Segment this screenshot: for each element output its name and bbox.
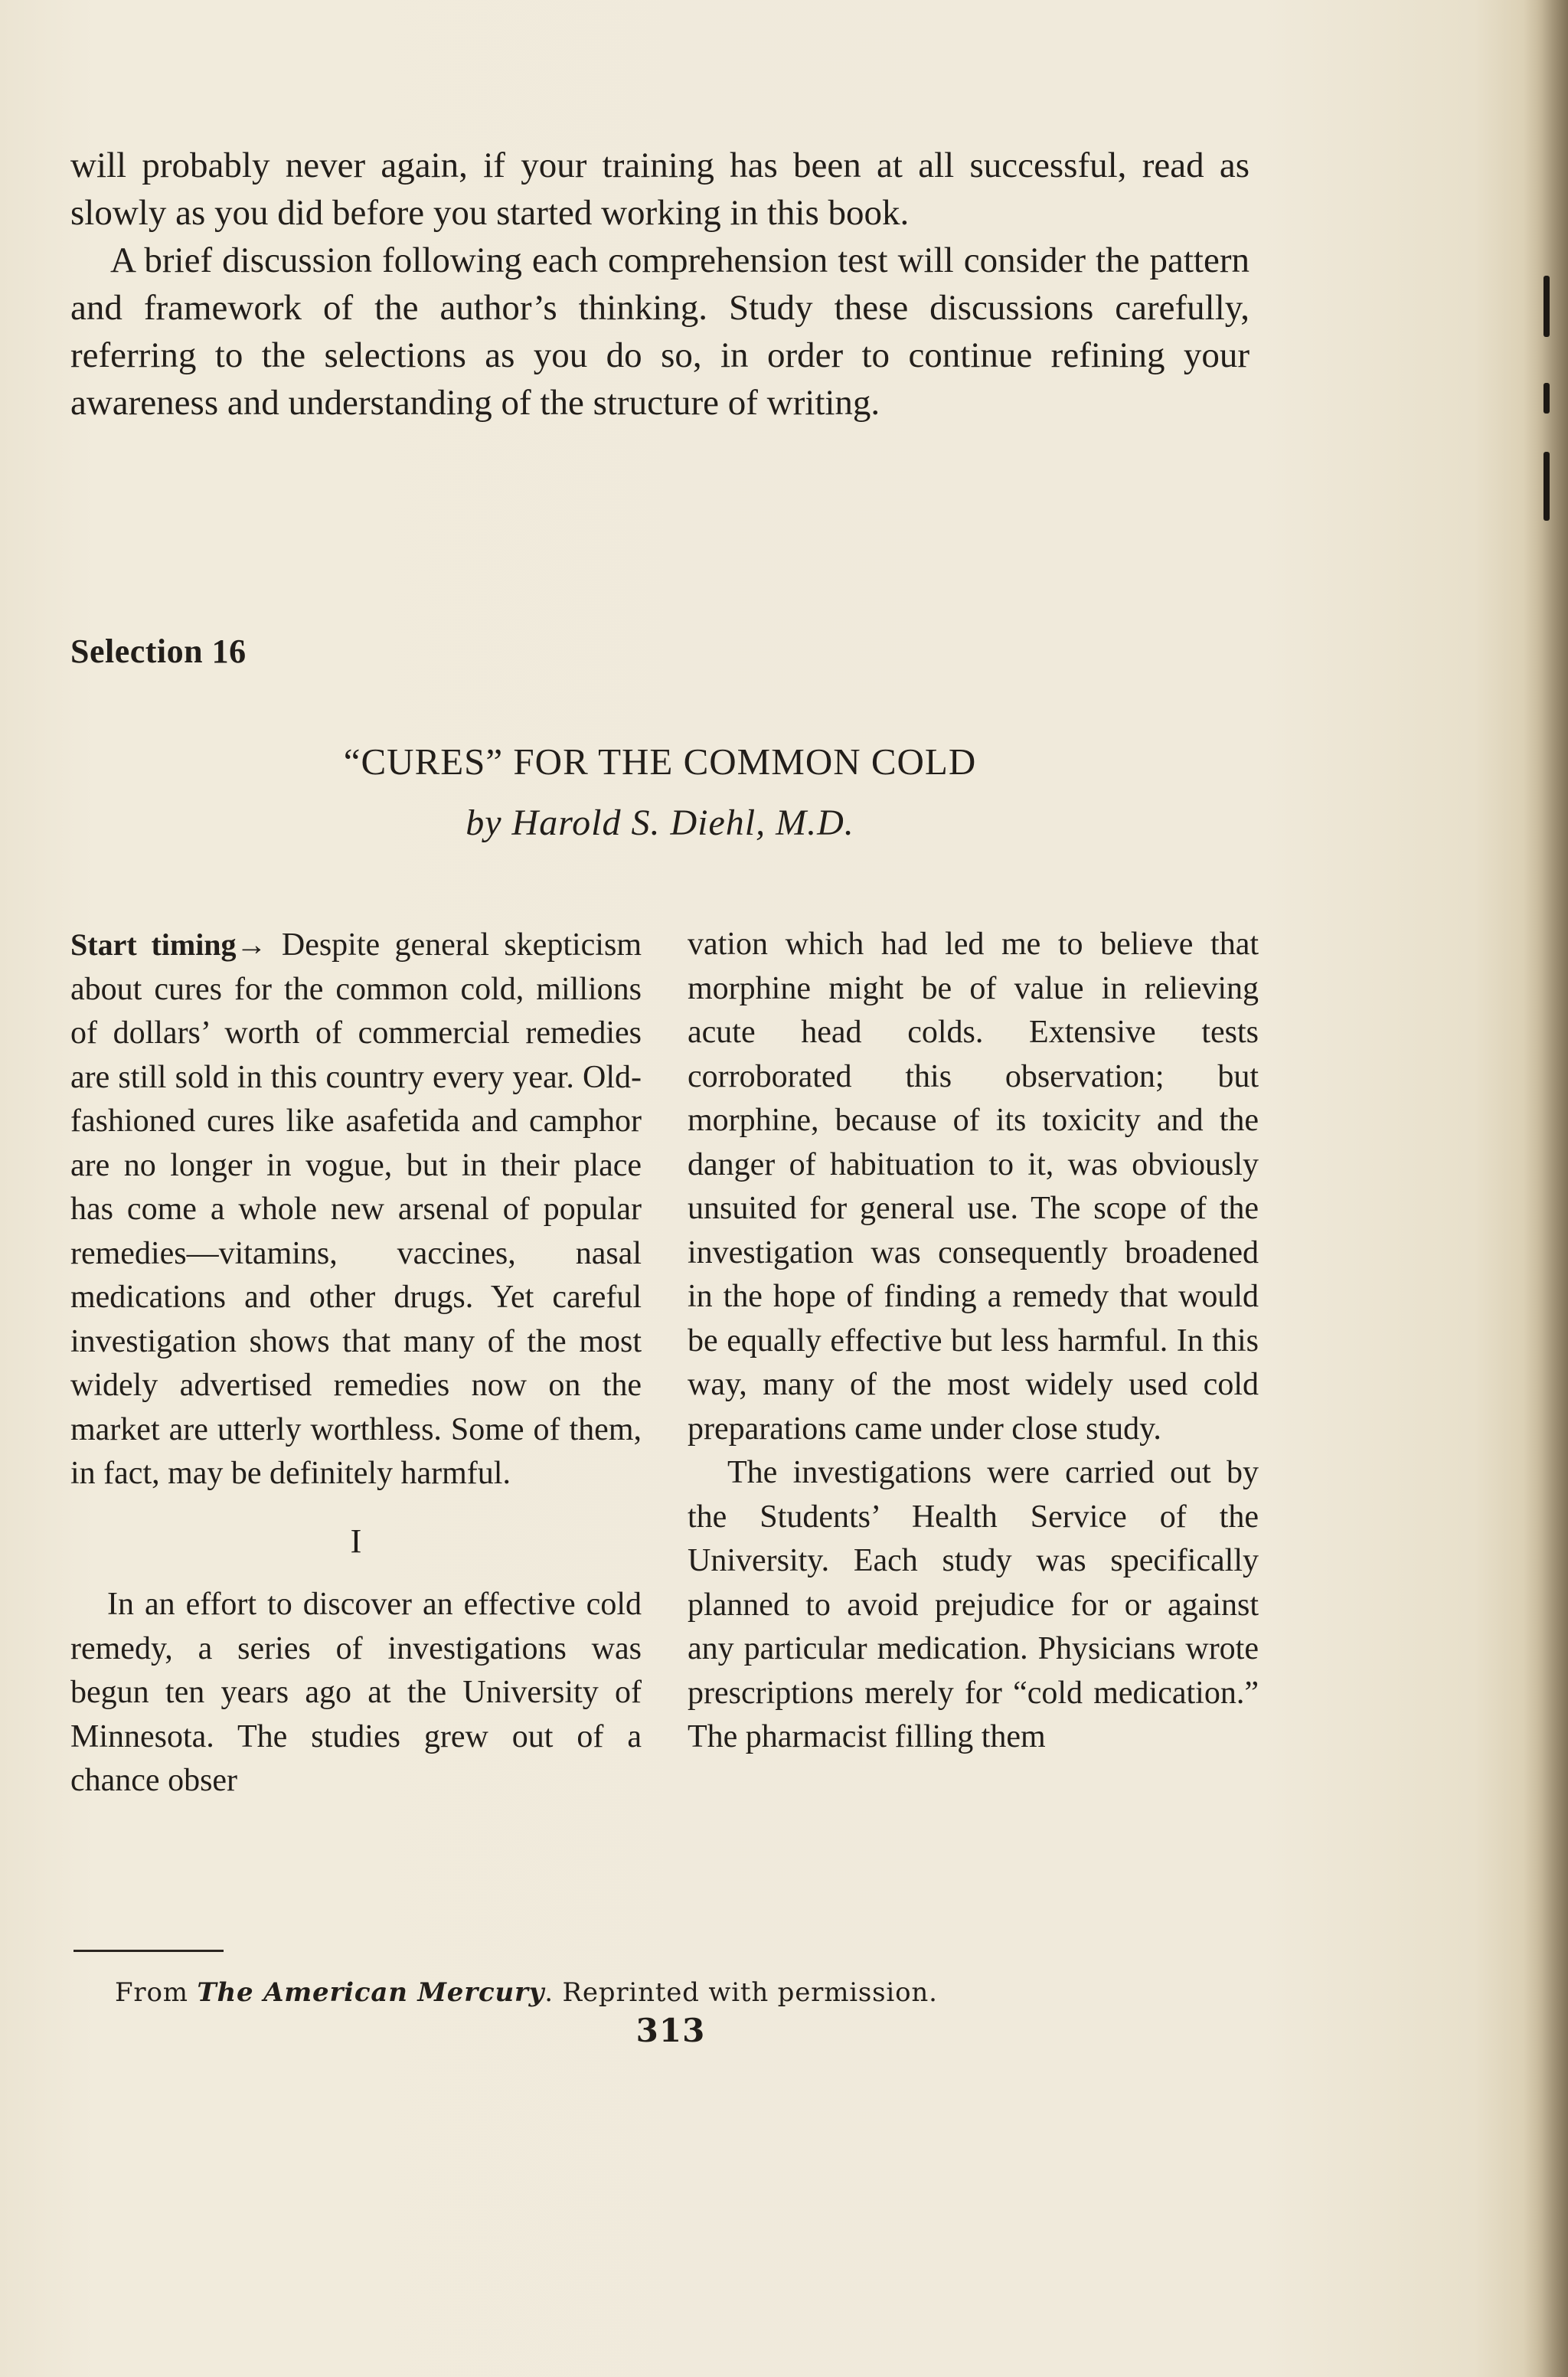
footnote-source: The American Mercury: [197, 1977, 545, 2008]
article-column-right: [688, 923, 1259, 1760]
start-timing-marker: Start timing→: [70, 927, 267, 962]
footnote: [115, 1976, 938, 2009]
footnote-suffix: . Reprinted with permission.: [544, 1977, 938, 2008]
left-column-paragraph-2: In an effort to discover an effective cold remedy, a series of investigations was begun ten years ago at the University of Minnesota. The studies grew out of a chance obser: [70, 1587, 642, 1798]
selection-label: Selection 16: [70, 633, 247, 670]
section-numeral: I: [350, 1522, 362, 1560]
footnote-rule: [74, 1950, 224, 1952]
article-title: “CURES” FOR THE COMMON COLD: [343, 741, 977, 783]
page-number: 313: [635, 2012, 706, 2049]
intro-paragraph-1: will probably never again, if your training has been at all successful, read as slowly as you did before you started working in this book.: [70, 145, 1250, 233]
intro-paragraph-2: A brief discussion following each comprehension test will consider the pattern and framework of the author’s thinking. Study these discussions carefully, referring to the selections as you do so, in order to continue refining your awareness and understanding of the structure of writing.: [70, 240, 1250, 423]
left-column-opening-paragraph: [70, 923, 642, 1496]
article-author: by Harold S. Diehl, M.D.: [466, 803, 854, 843]
binding-marks: [1544, 276, 1551, 528]
intro-text: [70, 142, 1250, 427]
right-column-paragraph-2: The investigations were carried out by the Students’ Health Service of the University. Each study was specifically planned to avoid prejudice for or against any particular medication. Physicians wrote prescriptions merely for “cold medication.” The pharmacist filling them: [688, 1455, 1259, 1754]
right-column-paragraph-1: vation which had led me to believe that morphine might be of value in relieving acute head colds. Extensive tests corroborated this observation; but morphine, because of its toxicity and the danger of habituation to it, was obviously unsuited for general use. The scope of the investigation was consequently broadened in the hope of finding a remedy that would be equally effective but less harmful. In this way, many of the most widely used cold preparations came under close study.: [688, 927, 1259, 1447]
article-column-left: [70, 923, 642, 1803]
footnote-prefix: From: [115, 1977, 198, 2008]
opening-paragraph-text: Despite general skepticism about cures for the common cold, millions of dollars’ worth of commercial remedies are still sold in this country every year. Old-fashioned cures like asafetida and camphor are no longer in vogue, but in their place has come a whole new arsenal of popular remedies—vitamins, vaccines, nasal medications and other drugs. Yet careful investigation shows that many of the most widely advertised remedies now on the market are utterly worthless. Some of them, in fact, may be definitely harmful.: [70, 927, 642, 1491]
